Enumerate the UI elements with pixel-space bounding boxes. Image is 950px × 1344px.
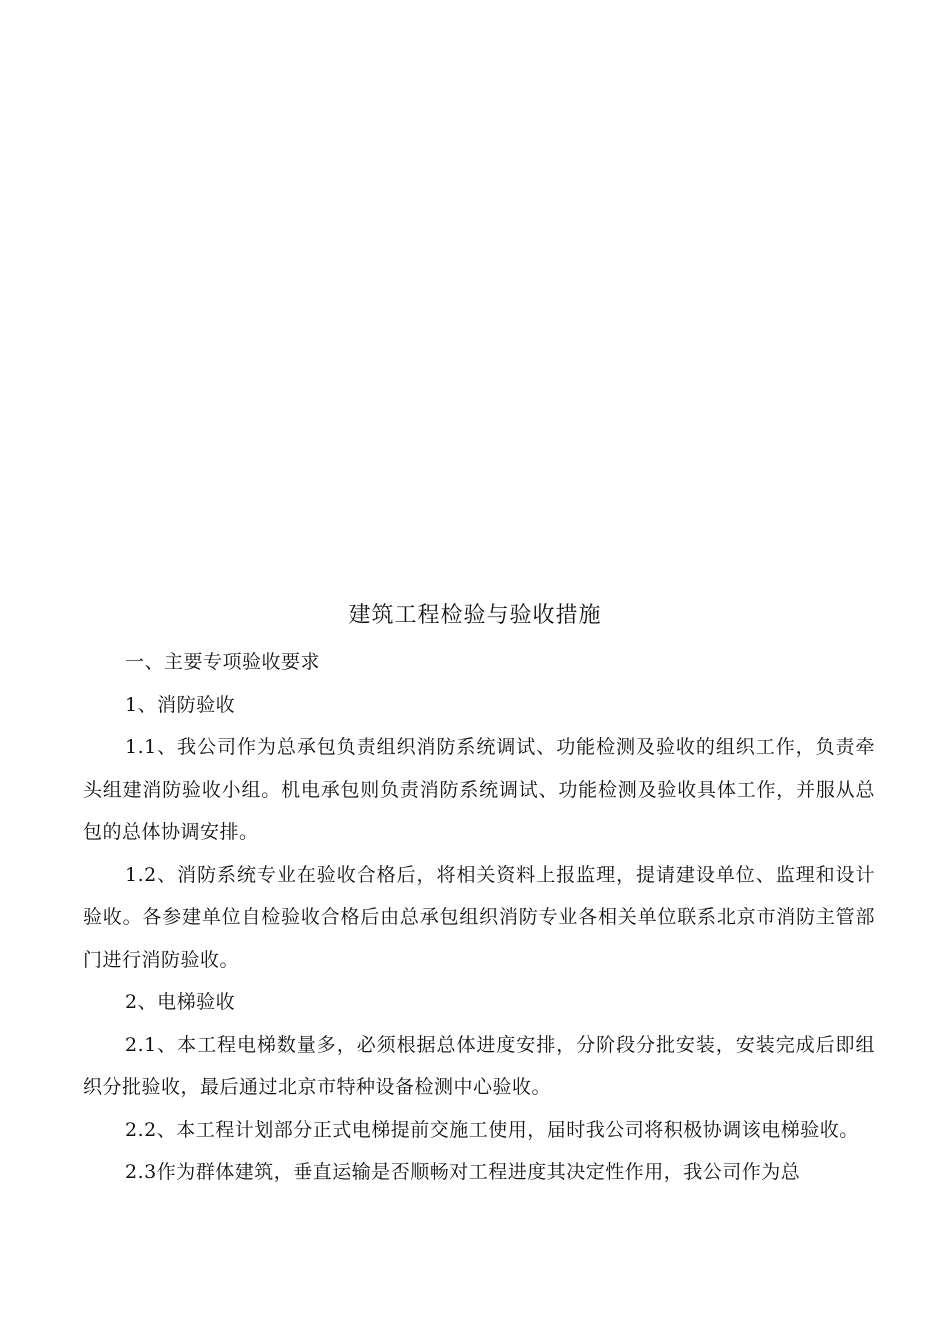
subsection-heading-elevator: 2、电梯验收 [125, 991, 236, 1013]
section-heading: 一、主要专项验收要求 [125, 651, 321, 673]
paragraph: 2.2、本工程计划部分正式电梯提前交施工使用，届时我公司将积极协调该电梯验收。 [125, 1118, 859, 1141]
subsection-heading-fire: 1、消防验收 [125, 693, 236, 716]
paragraph: 1.2、消防系统专业在验收合格后，将相关资料上报监理，提请建设单位、监理和设计验收。各参建单位自检验收合格后由总承包组织消防专业各相关单位联系北京市消防主管部门进行消防验收。 [83, 863, 875, 971]
paragraph: 2.1、本工程电梯数量多，必须根据总体进度安排，分阶段分批安装，安装完成后即组织分批验收，最后通过北京市特种设备检测中心验收。 [83, 1033, 875, 1098]
document-body [83, 641, 875, 1194]
paragraph: 1.1、我公司作为总承包负责组织消防系统调试、功能检测及验收的组织工作，负责牵头组建消防验收小组。机电承包则负责消防系统调试、功能检测及验收具体工作，并服从总包的总体协调安排。 [83, 736, 875, 843]
paragraph: 2.3作为群体建筑，垂直运输是否顺畅对工程进度其决定性作用，我公司作为总 [125, 1161, 801, 1183]
document-title: 建筑工程检验与验收措施 [348, 603, 602, 628]
